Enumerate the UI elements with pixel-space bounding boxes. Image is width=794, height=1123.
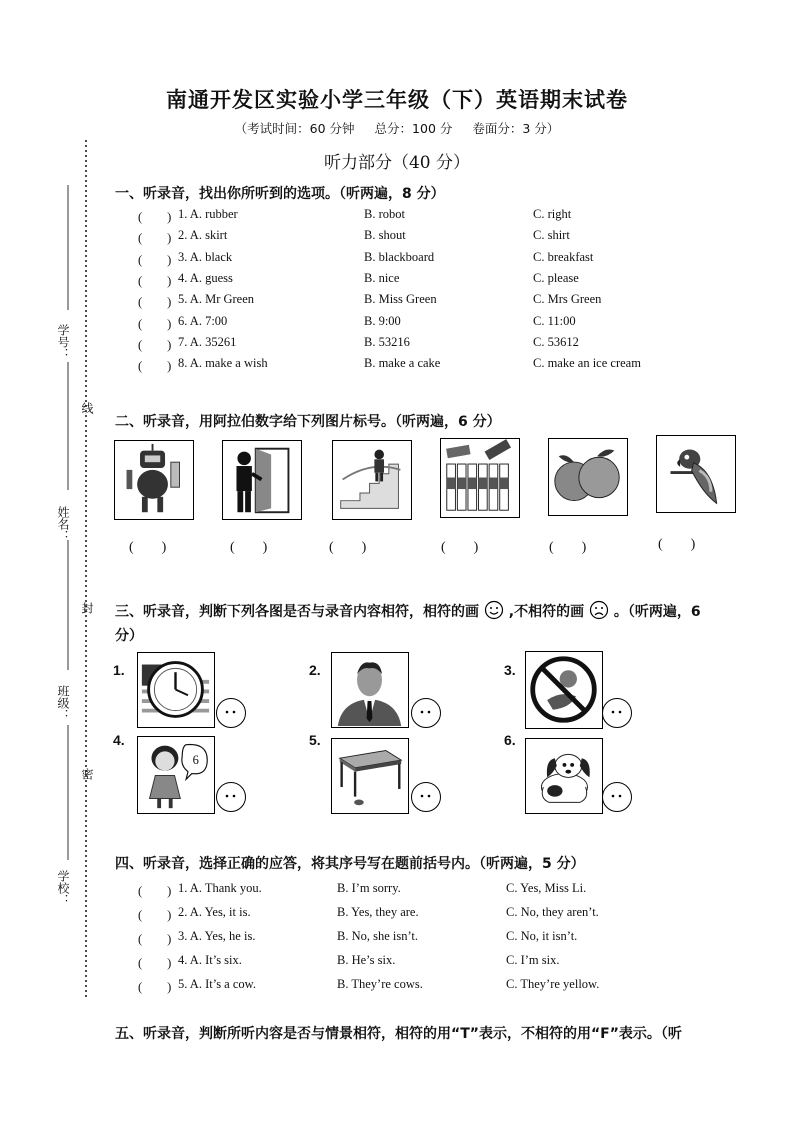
section1-heading: 一、听录音，找出你所听到的选项。（听两遍，8 分）	[115, 186, 445, 202]
section3-heading-part1: 三、听录音，判断下列各图是否与录音内容相符，相符的画	[115, 604, 479, 620]
option-a: 5. A. It’s a cow.	[178, 977, 256, 991]
section3-item5-number: 5.	[309, 732, 321, 748]
answer-blank[interactable]: ( )	[138, 337, 172, 352]
robot-picture	[114, 440, 194, 520]
section3-item2-number: 2.	[309, 662, 321, 678]
option-b: B. nice	[364, 270, 400, 285]
question-row	[138, 271, 698, 291]
exam-title: 南通开发区实验小学三年级（下）英语期末试卷	[166, 87, 628, 112]
exam-info	[0, 119, 794, 137]
answer-blank[interactable]: ( )	[138, 252, 172, 267]
answer-face-circle[interactable]	[411, 782, 441, 812]
option-a: 6. A. 7:00	[178, 313, 228, 328]
option-a: 1. A. Thank you.	[178, 881, 262, 895]
option-b: B. 53216	[364, 334, 410, 349]
picture-number-blank[interactable]: ( )	[658, 537, 696, 552]
stairs-picture	[332, 440, 412, 520]
option-c: C. make an ice cream	[533, 356, 641, 371]
dog-picture	[525, 738, 603, 814]
oranges-picture	[548, 438, 628, 516]
question-row	[138, 905, 698, 925]
question-row	[138, 929, 698, 949]
option-c: C. please	[533, 270, 579, 285]
question-row	[138, 953, 698, 973]
listening-part-title: 听力部分（40 分）	[323, 153, 471, 173]
exam-neatness: 卷面分：3 分）	[472, 121, 560, 136]
option-c: C. breakfast	[533, 249, 594, 264]
question-row	[138, 977, 698, 997]
question-row	[138, 292, 698, 312]
name-label: 姓名：	[56, 506, 70, 542]
answer-blank[interactable]: ( )	[138, 908, 172, 922]
option-b: B. shout	[364, 228, 406, 243]
answer-blank[interactable]: ( )	[138, 273, 172, 288]
answer-face-circle[interactable]	[216, 782, 246, 812]
option-a: 4. A. It’s six.	[178, 953, 242, 967]
option-b: B. robot	[364, 207, 405, 221]
section3-item1-number: 1.	[113, 662, 125, 678]
answer-blank[interactable]: ( )	[138, 210, 172, 224]
option-c: C. right	[533, 207, 572, 221]
door-picture	[222, 440, 302, 520]
question-row	[138, 356, 698, 376]
clock-picture	[137, 652, 215, 728]
answer-face-circle[interactable]	[216, 698, 246, 728]
option-c: C. shirt	[533, 228, 570, 243]
answer-blank[interactable]: ( )	[138, 884, 172, 898]
option-a: 3. A. black	[178, 249, 233, 264]
picture-number-blank[interactable]: ( )	[549, 540, 587, 555]
class-label: 班级：	[56, 685, 70, 721]
no-sleeping-picture	[525, 651, 603, 729]
parrot-picture	[656, 435, 736, 513]
section5-heading: 五、听录音，判断所听内容是否与情景相符，相符的用“T”表示，不相符的用“F”表示。（听	[115, 1026, 682, 1042]
option-b: B. blackboard	[364, 249, 435, 264]
option-a: 1. A. rubber	[178, 207, 238, 221]
option-a: 3. A. Yes, he is.	[178, 929, 256, 943]
answer-blank[interactable]: ( )	[138, 980, 172, 994]
section3-heading-part3: 。（听两遍，6 分）	[115, 604, 701, 644]
sad-face-icon	[589, 600, 609, 620]
section3-heading-part2: ,不相符的画	[508, 604, 585, 620]
option-a: 5. A. Mr Green	[178, 292, 255, 307]
option-b: B. 9:00	[364, 313, 401, 328]
answer-blank[interactable]: ( )	[138, 295, 172, 310]
exam-total: 总分：100 分	[374, 121, 453, 136]
option-c: C. 11:00	[533, 313, 576, 328]
option-c: C. No, they aren’t.	[506, 905, 599, 919]
option-b: B. They’re cows.	[337, 977, 423, 991]
picture-number-blank[interactable]: ( )	[441, 540, 479, 555]
seal-char-xian: 线	[80, 402, 94, 414]
option-b: B. He’s six.	[337, 953, 396, 967]
section3-item3-number: 3.	[504, 662, 516, 678]
smile-face-icon	[484, 600, 504, 620]
picture-number-blank[interactable]: ( )	[230, 540, 268, 555]
picture-number-blank[interactable]: ( )	[129, 540, 167, 555]
exam-time: （考试时间：60 分钟	[234, 121, 355, 136]
seal-char-feng: 封	[80, 602, 94, 614]
man-picture	[331, 652, 409, 728]
crayons-picture	[440, 438, 520, 518]
option-a: 2. A. skirt	[178, 228, 228, 243]
option-a: 4. A. guess	[178, 270, 233, 285]
option-c: C. 53612	[533, 334, 579, 349]
picture-number-blank[interactable]: ( )	[329, 540, 367, 555]
speech-bubble-number: 6	[192, 752, 199, 767]
answer-face-circle[interactable]	[602, 698, 632, 728]
answer-blank[interactable]: ( )	[138, 231, 172, 246]
option-c: C. Yes, Miss Li.	[506, 881, 587, 895]
answer-face-circle[interactable]	[602, 782, 632, 812]
answer-blank[interactable]: ( )	[138, 359, 172, 374]
student-number-label: 学号：	[56, 324, 70, 360]
question-row	[138, 314, 698, 334]
answer-blank[interactable]: ( )	[138, 956, 172, 970]
option-b: B. Miss Green	[364, 292, 437, 307]
option-c: C. They’re yellow.	[506, 977, 600, 991]
option-a: 8. A. make a wish	[178, 356, 268, 371]
option-c: C. Mrs Green	[533, 292, 602, 307]
section4-heading: 四、听录音，选择正确的应答，将其序号写在题前括号内。（听两遍，5 分）	[115, 856, 585, 872]
question-row	[138, 228, 698, 248]
answer-blank[interactable]: ( )	[138, 932, 172, 946]
answer-face-circle[interactable]	[411, 698, 441, 728]
question-row	[138, 207, 698, 227]
girl-picture	[137, 736, 215, 814]
option-b: B. No, she isn’t.	[337, 929, 419, 943]
option-c: C. I’m six.	[506, 953, 560, 967]
section3-item4-number: 4.	[113, 732, 125, 748]
option-a: 7. A. 35261	[178, 334, 237, 349]
option-c: C. No, it isn’t.	[506, 929, 578, 943]
option-a: 2. A. Yes, it is.	[178, 905, 251, 919]
seal-char-mi: 密	[80, 768, 94, 780]
option-b: B. make a cake	[364, 356, 441, 371]
section2-heading: 二、听录音，用阿拉伯数字给下列图片标号。（听两遍，6 分）	[115, 414, 501, 430]
table-picture	[331, 738, 409, 814]
question-row	[138, 335, 698, 355]
question-row	[138, 881, 698, 901]
question-row	[138, 250, 698, 270]
section3-item6-number: 6.	[504, 732, 516, 748]
section3-heading	[115, 600, 725, 648]
option-b: B. I’m sorry.	[337, 881, 401, 895]
option-b: B. Yes, they are.	[337, 905, 419, 919]
school-label: 学校：	[56, 870, 70, 906]
answer-blank[interactable]: ( )	[138, 316, 172, 331]
